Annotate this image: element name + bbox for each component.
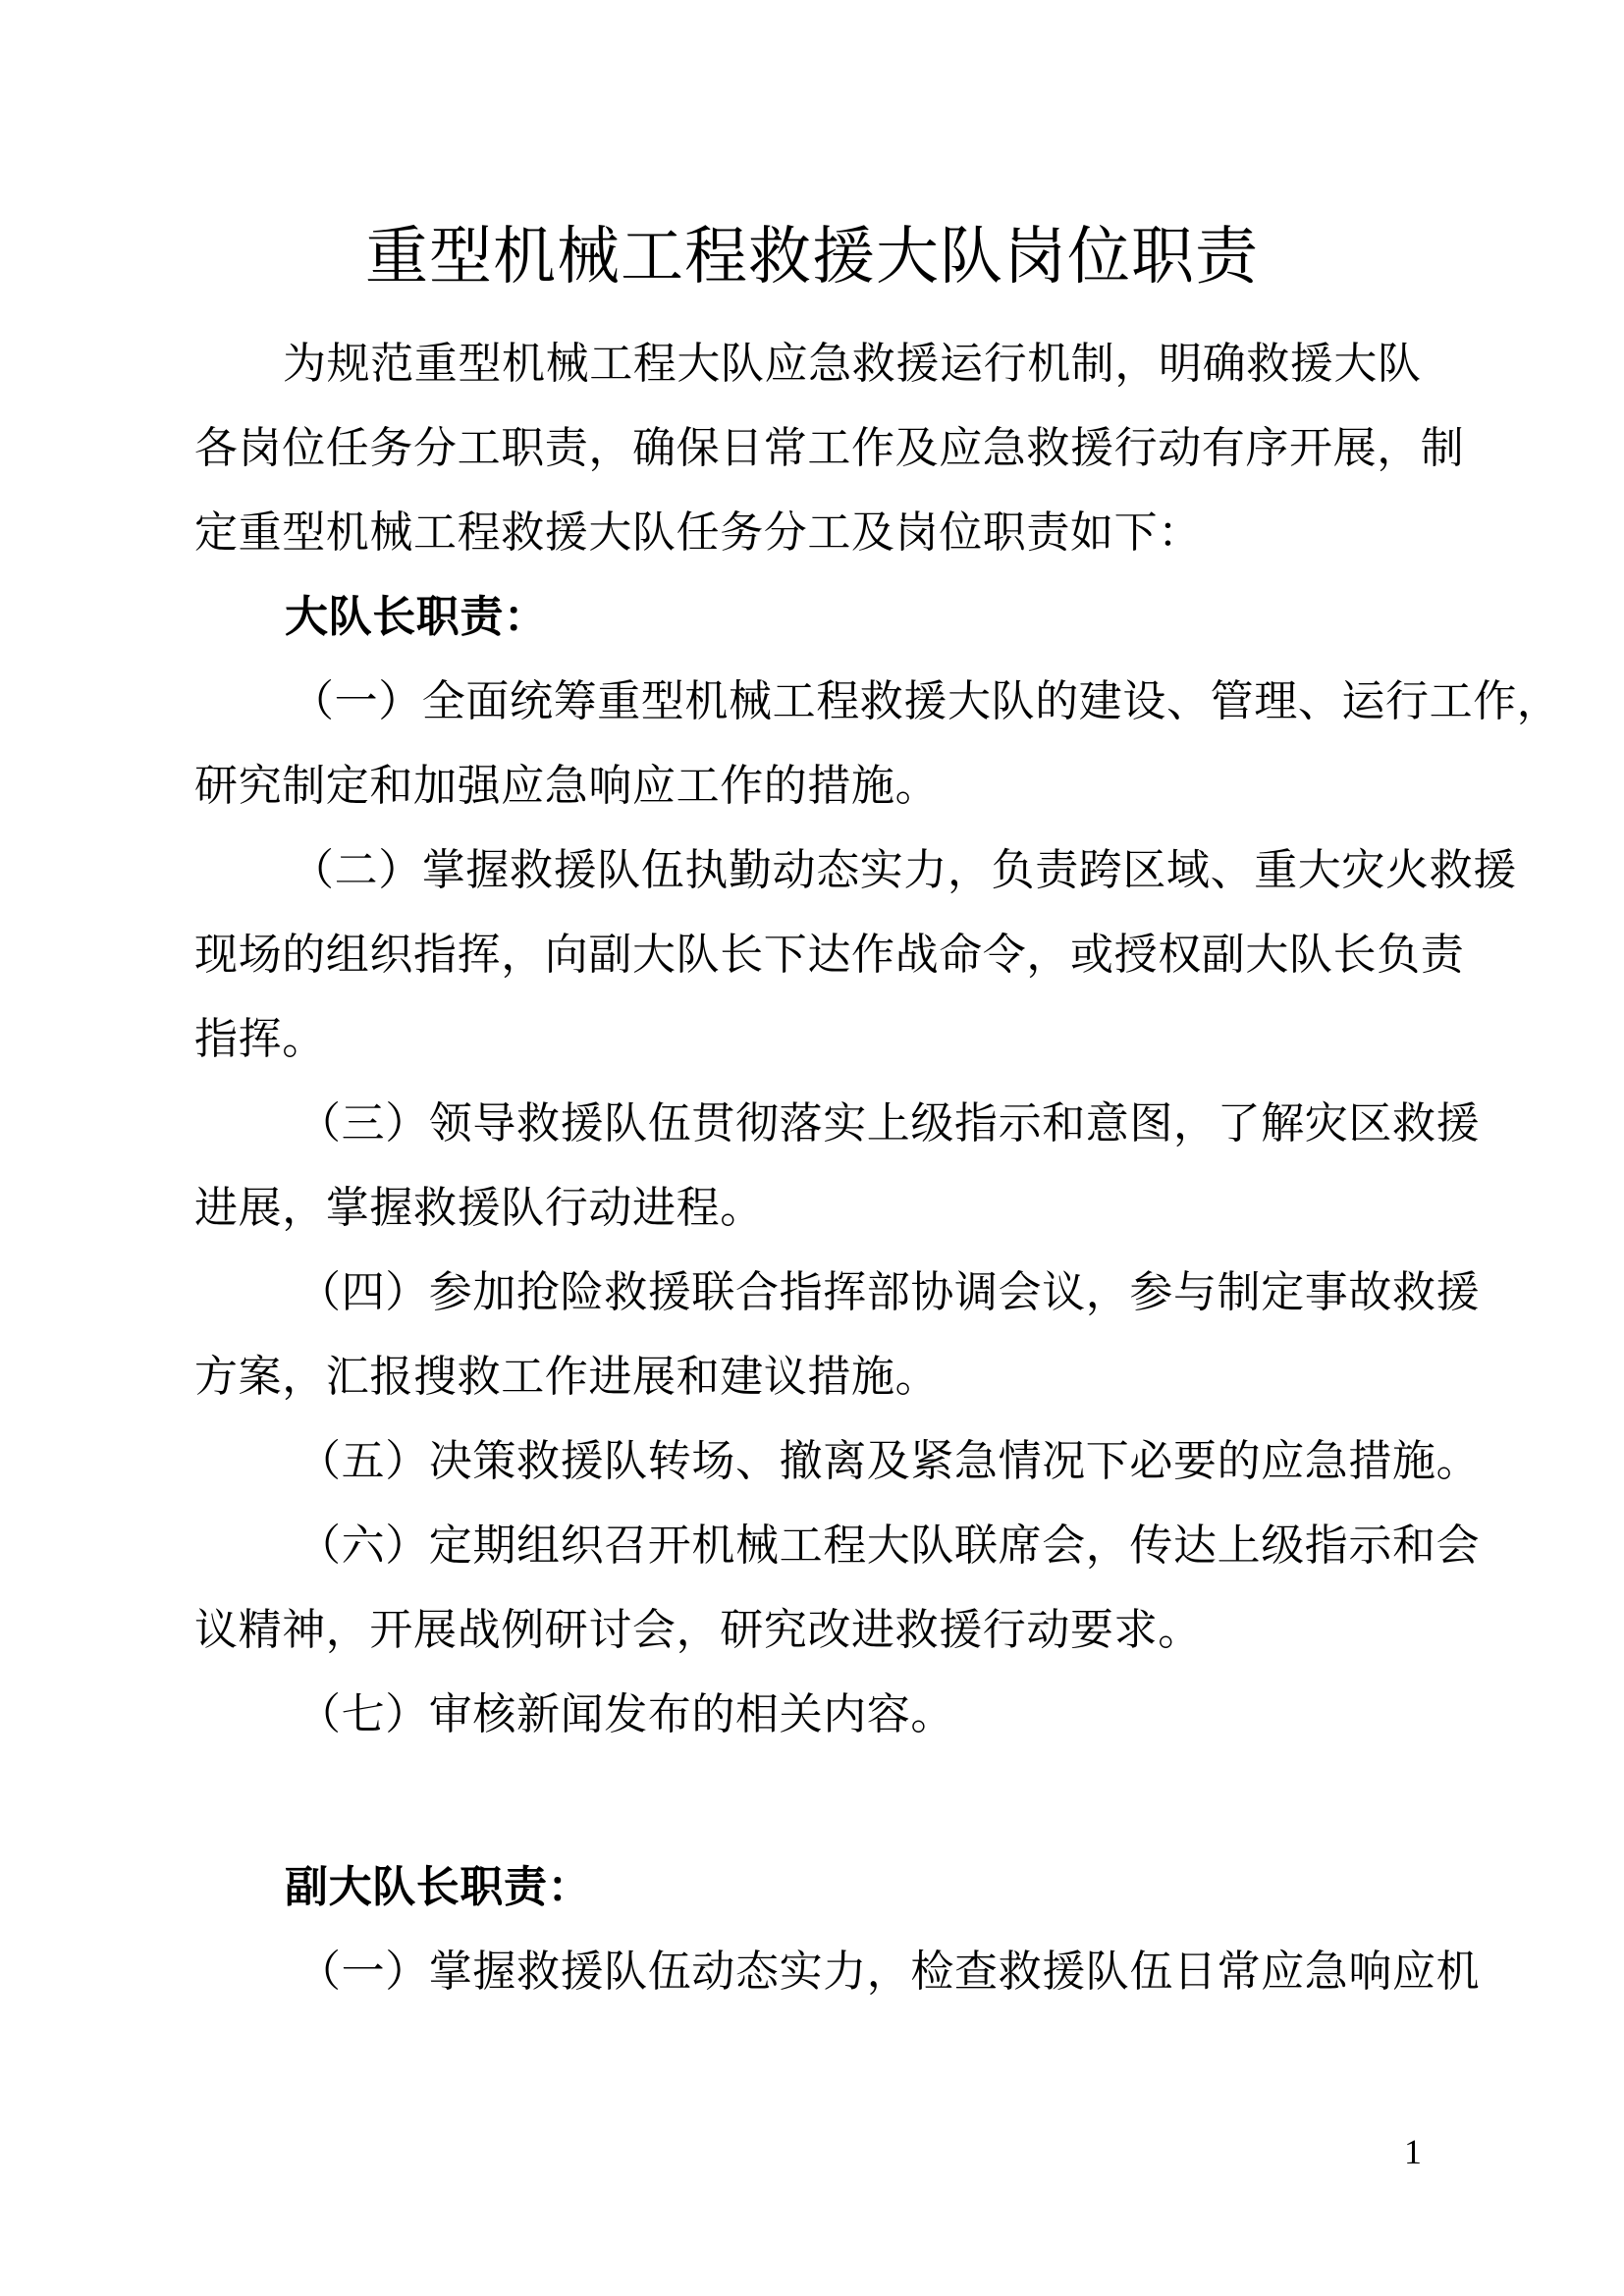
- document-title: 重型机械工程救援大队岗位职责: [365, 221, 1259, 294]
- section-heading-deputy-captain: 副大队长职责：: [285, 1862, 592, 1912]
- page-number: 1: [1404, 2132, 1422, 2171]
- duty-item-2-cont-1: 现场的组织指挥，向副大队长下达作战命令，或授权副大队长负责: [194, 930, 1465, 980]
- deputy-duty-item-1: （一）掌握救援队伍动态实力，检查救援队伍日常应急响应机: [298, 1947, 1481, 1997]
- duty-item-2-cont-2: 指挥。: [194, 1014, 326, 1064]
- duty-item-4-cont: 方案，汇报搜救工作进展和建议措施。: [194, 1352, 940, 1402]
- duty-item-4: （四）参加抢险救援联合指挥部协调会议，参与制定事故救援: [298, 1267, 1481, 1317]
- section-heading-captain: 大队长职责：: [285, 592, 548, 642]
- duty-item-6-cont: 议精神，开展战例研讨会，研究改进救援行动要求。: [194, 1605, 1202, 1655]
- intro-line-3: 定重型机械工程救援大队任务分工及岗位职责如下：: [194, 507, 1202, 558]
- duty-item-5: （五）决策救援队转场、撤离及紧急情况下必要的应急措施。: [298, 1436, 1481, 1486]
- duty-item-6: （六）定期组织召开机械工程大队联席会，传达上级指示和会: [298, 1521, 1481, 1571]
- duty-item-2: （二）掌握救援队伍执勤动态实力，负责跨区域、重大灾火救援: [291, 845, 1517, 895]
- duty-item-1-cont: 研究制定和加强应急响应工作的措施。: [194, 761, 940, 811]
- intro-line-2: 各岗位任务分工职责，确保日常工作及应急救援行动有序开展，制: [194, 423, 1465, 473]
- duty-item-3: （三）领导救援队伍贯彻落实上级指示和意图，了解灾区救援: [298, 1098, 1481, 1148]
- duty-item-7: （七）审核新闻发布的相关内容。: [298, 1689, 954, 1739]
- duty-item-1: （一）全面统筹重型机械工程救援大队的建设、管理、运行工作，: [291, 676, 1561, 726]
- intro-line-1: 为规范重型机械工程大队应急救援运行机制，明确救援大队: [283, 339, 1422, 389]
- duty-item-3-cont: 进展，掌握救援队行动进程。: [194, 1183, 764, 1233]
